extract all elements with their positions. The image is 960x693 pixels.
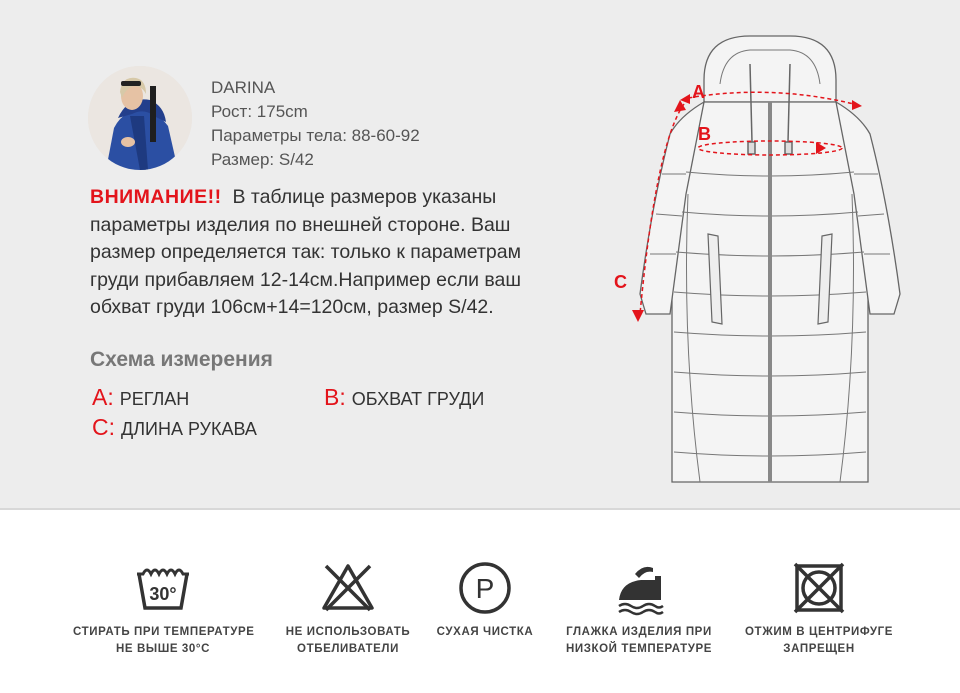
no-bleach-icon (316, 556, 380, 620)
model-photo (88, 66, 192, 170)
care-label-line: ЗАПРЕЩЕН (783, 643, 855, 655)
care-item-iron (549, 556, 729, 658)
arrow-icon (674, 100, 686, 112)
warning-line-5: обхват груди 106см+14=120см, размер S/42. (90, 296, 494, 318)
label-b: B (698, 124, 711, 144)
coat-diagram (600, 24, 940, 500)
legend-label: ДЛИНА РУКАВА (121, 419, 257, 439)
model-avatar (88, 66, 192, 170)
care-label-line: НЕ ВЫШЕ 30°C (115, 643, 211, 655)
care-label-line: ГЛАЖКА ИЗДЕЛИЯ ПРИ (566, 626, 712, 638)
care-label-line: СТИРАТЬ ПРИ ТЕМПЕРАТУРЕ (73, 626, 255, 638)
care-item-dry-clean (395, 556, 575, 641)
no-spin-dry-icon (787, 556, 851, 620)
label-c: C (614, 272, 627, 292)
iron-low-icon (607, 556, 671, 620)
warning-line-2: параметры изделия по внешней стороне. Ваш (90, 213, 511, 236)
legend-item-sleeve (92, 414, 257, 441)
legend-key: C: (92, 414, 115, 440)
warning-line-1: В таблице размеров указаны (232, 186, 497, 208)
care-label-line: ОТЖИМ В ЦЕНТРИФУГЕ (744, 626, 894, 638)
model-size: Размер: S/42 (211, 150, 314, 169)
label-a: A (692, 82, 705, 102)
legend-label: ОБХВАТ ГРУДИ (351, 389, 485, 409)
warning-label: ВНИМАНИЕ!! (90, 186, 222, 208)
legend-item-chest (324, 384, 484, 411)
dry-clean-icon (453, 556, 517, 620)
care-label-line: ОТБЕЛИВАТЕЛИ (297, 643, 399, 655)
legend-key: A: (92, 384, 114, 410)
arrow-icon (852, 100, 862, 110)
warning-line-3: размер определяется так: только к параметрам (90, 241, 522, 263)
model-info (211, 76, 420, 172)
model-name: DARINA (211, 78, 276, 97)
scheme-title: Схема измерения (90, 348, 273, 371)
model-height: Рост: 175cm (211, 102, 308, 121)
arrow-icon (632, 310, 644, 322)
legend-label: РЕГЛАН (119, 389, 190, 409)
legend-item-raglan (92, 384, 189, 411)
model-params: Параметры тела: 88-60-92 (211, 126, 420, 145)
legend-key: B: (324, 384, 346, 410)
section-divider (0, 508, 960, 510)
wash-30-icon (131, 556, 195, 620)
size-warning (90, 184, 600, 322)
care-label-line: НЕ ИСПОЛЬЗОВАТЬ (285, 626, 411, 638)
dry-clean-letter: P (475, 573, 495, 604)
care-label-line: НИЗКОЙ ТЕМПЕРАТУРЕ (565, 643, 713, 655)
care-label-line: СУХАЯ ЧИСТКА (436, 626, 534, 638)
care-item-spin (729, 556, 909, 658)
warning-line-4: груди прибавляем 12-14см.Например если ваш (90, 268, 522, 291)
wash-temp: 30° (149, 584, 177, 604)
care-item-wash (73, 556, 253, 658)
